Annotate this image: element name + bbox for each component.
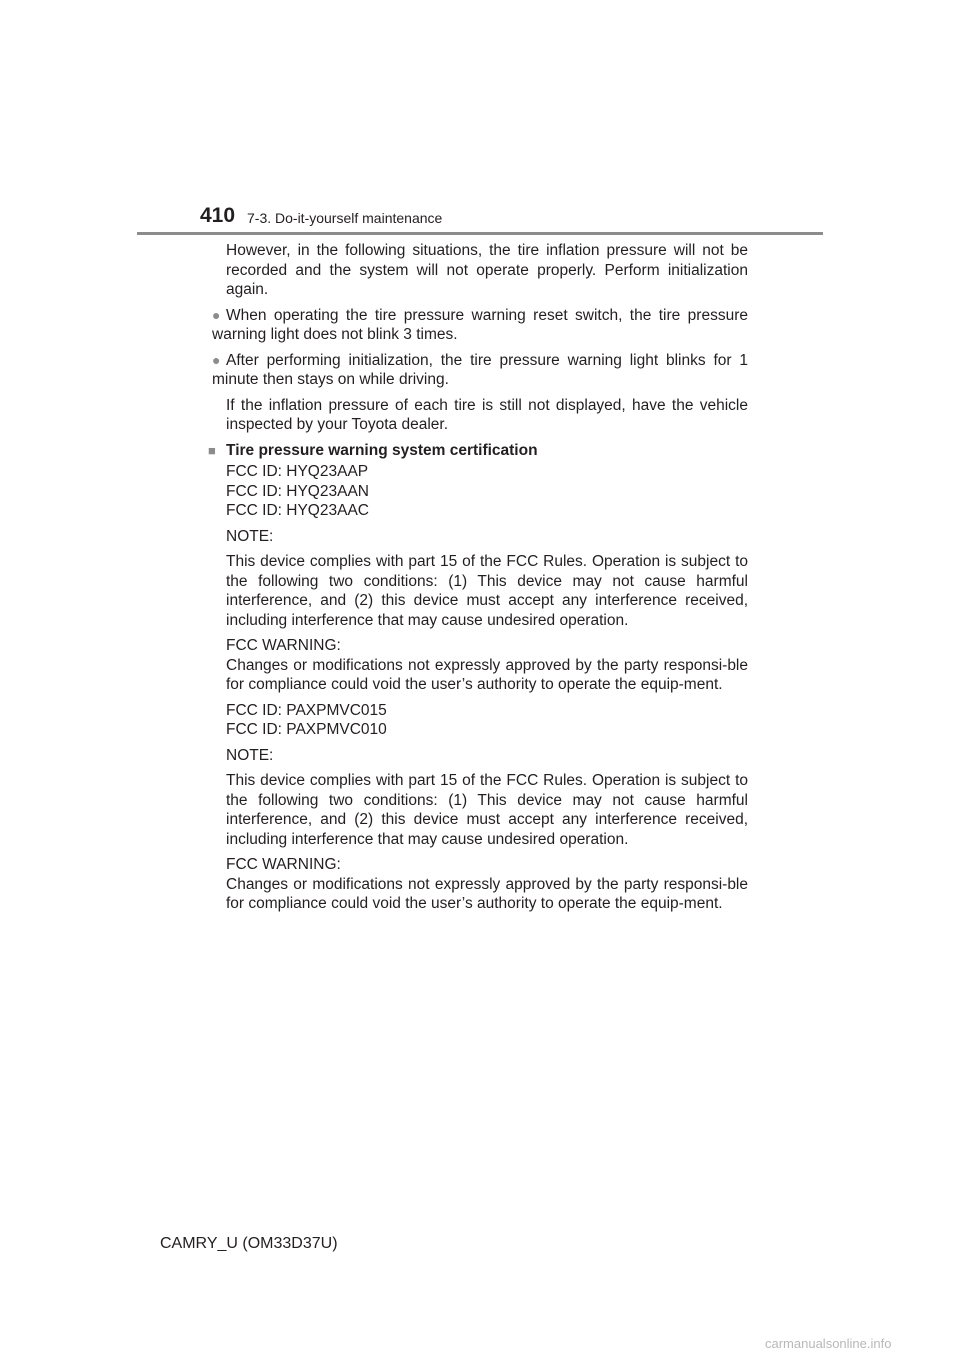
bullet-item (212, 351, 748, 390)
fcc-id-list (226, 701, 748, 740)
note-label: NOTE: (226, 746, 274, 764)
note-text: This device complies with part 15 of the FCC Rules. Operation is subject to the following two conditions: (1) This device may not cause harmful interference, and (2) this device must accept any interference received, including interference that may cause undesired operation. (226, 553, 748, 629)
page-content (208, 241, 748, 920)
fcc-id-list (226, 462, 748, 521)
bullet-item (212, 306, 748, 345)
footer-doc-code: CAMRY_U (OM33D37U) (160, 1235, 338, 1252)
section-title: 7-3. Do-it-yourself maintenance (247, 210, 443, 226)
warning-label: FCC WARNING: (226, 637, 341, 654)
warning-text: Changes or modifications not expressly approved by the party responsi-ble for compliance could void the user’s authority to operate the equip-ment. (226, 875, 748, 912)
fcc-id: FCC ID: HYQ23AAP (226, 463, 369, 480)
warning-text: Changes or modifications not expressly approved by the party responsi-ble for compliance could void the user’s authority to operate the equip-ment. (226, 656, 748, 693)
fcc-id: FCC ID: PAXPMVC010 (226, 721, 387, 738)
header-rule (137, 232, 823, 235)
fcc-id: FCC ID: HYQ23AAN (226, 482, 369, 500)
bullet-text: When operating the tire pressure warning reset switch, the tire pressure warning light does not blink 3 times. (212, 306, 748, 343)
warning-label: FCC WARNING: (226, 856, 341, 873)
square-bullet-icon: ■ (208, 442, 216, 458)
fcc-id: FCC ID: HYQ23AAC (226, 502, 369, 519)
fcc-id: FCC ID: PAXPMVC015 (226, 701, 387, 719)
page-number: 410 (200, 204, 236, 227)
section-heading (208, 441, 748, 461)
bullet-dot-icon: ● (212, 351, 221, 368)
watermark: carmanualsonline.info (765, 1336, 892, 1351)
heading-text: Tire pressure warning system certification (226, 441, 538, 459)
note-text: This device complies with part 15 of the FCC Rules. Operation is subject to the following two conditions: (1) This device may not cause harmful interference, and (2) this device must accept any interference received, including interference that may cause undesired operation. (226, 772, 748, 848)
bullet-dot-icon: ● (212, 306, 221, 323)
dealer-paragraph: If the inflation pressure of each tire is still not displayed, have the vehicle inspected by your Toyota dealer. (226, 396, 748, 433)
bullet-text: After performing initialization, the tire pressure warning light blinks for 1 minute then stays on while driving. (212, 351, 748, 388)
intro-paragraph: However, in the following situations, the tire inflation pressure will not be recorded and the system will not operate properly. Perform initialization again. (226, 242, 748, 298)
note-label: NOTE: (226, 527, 274, 545)
